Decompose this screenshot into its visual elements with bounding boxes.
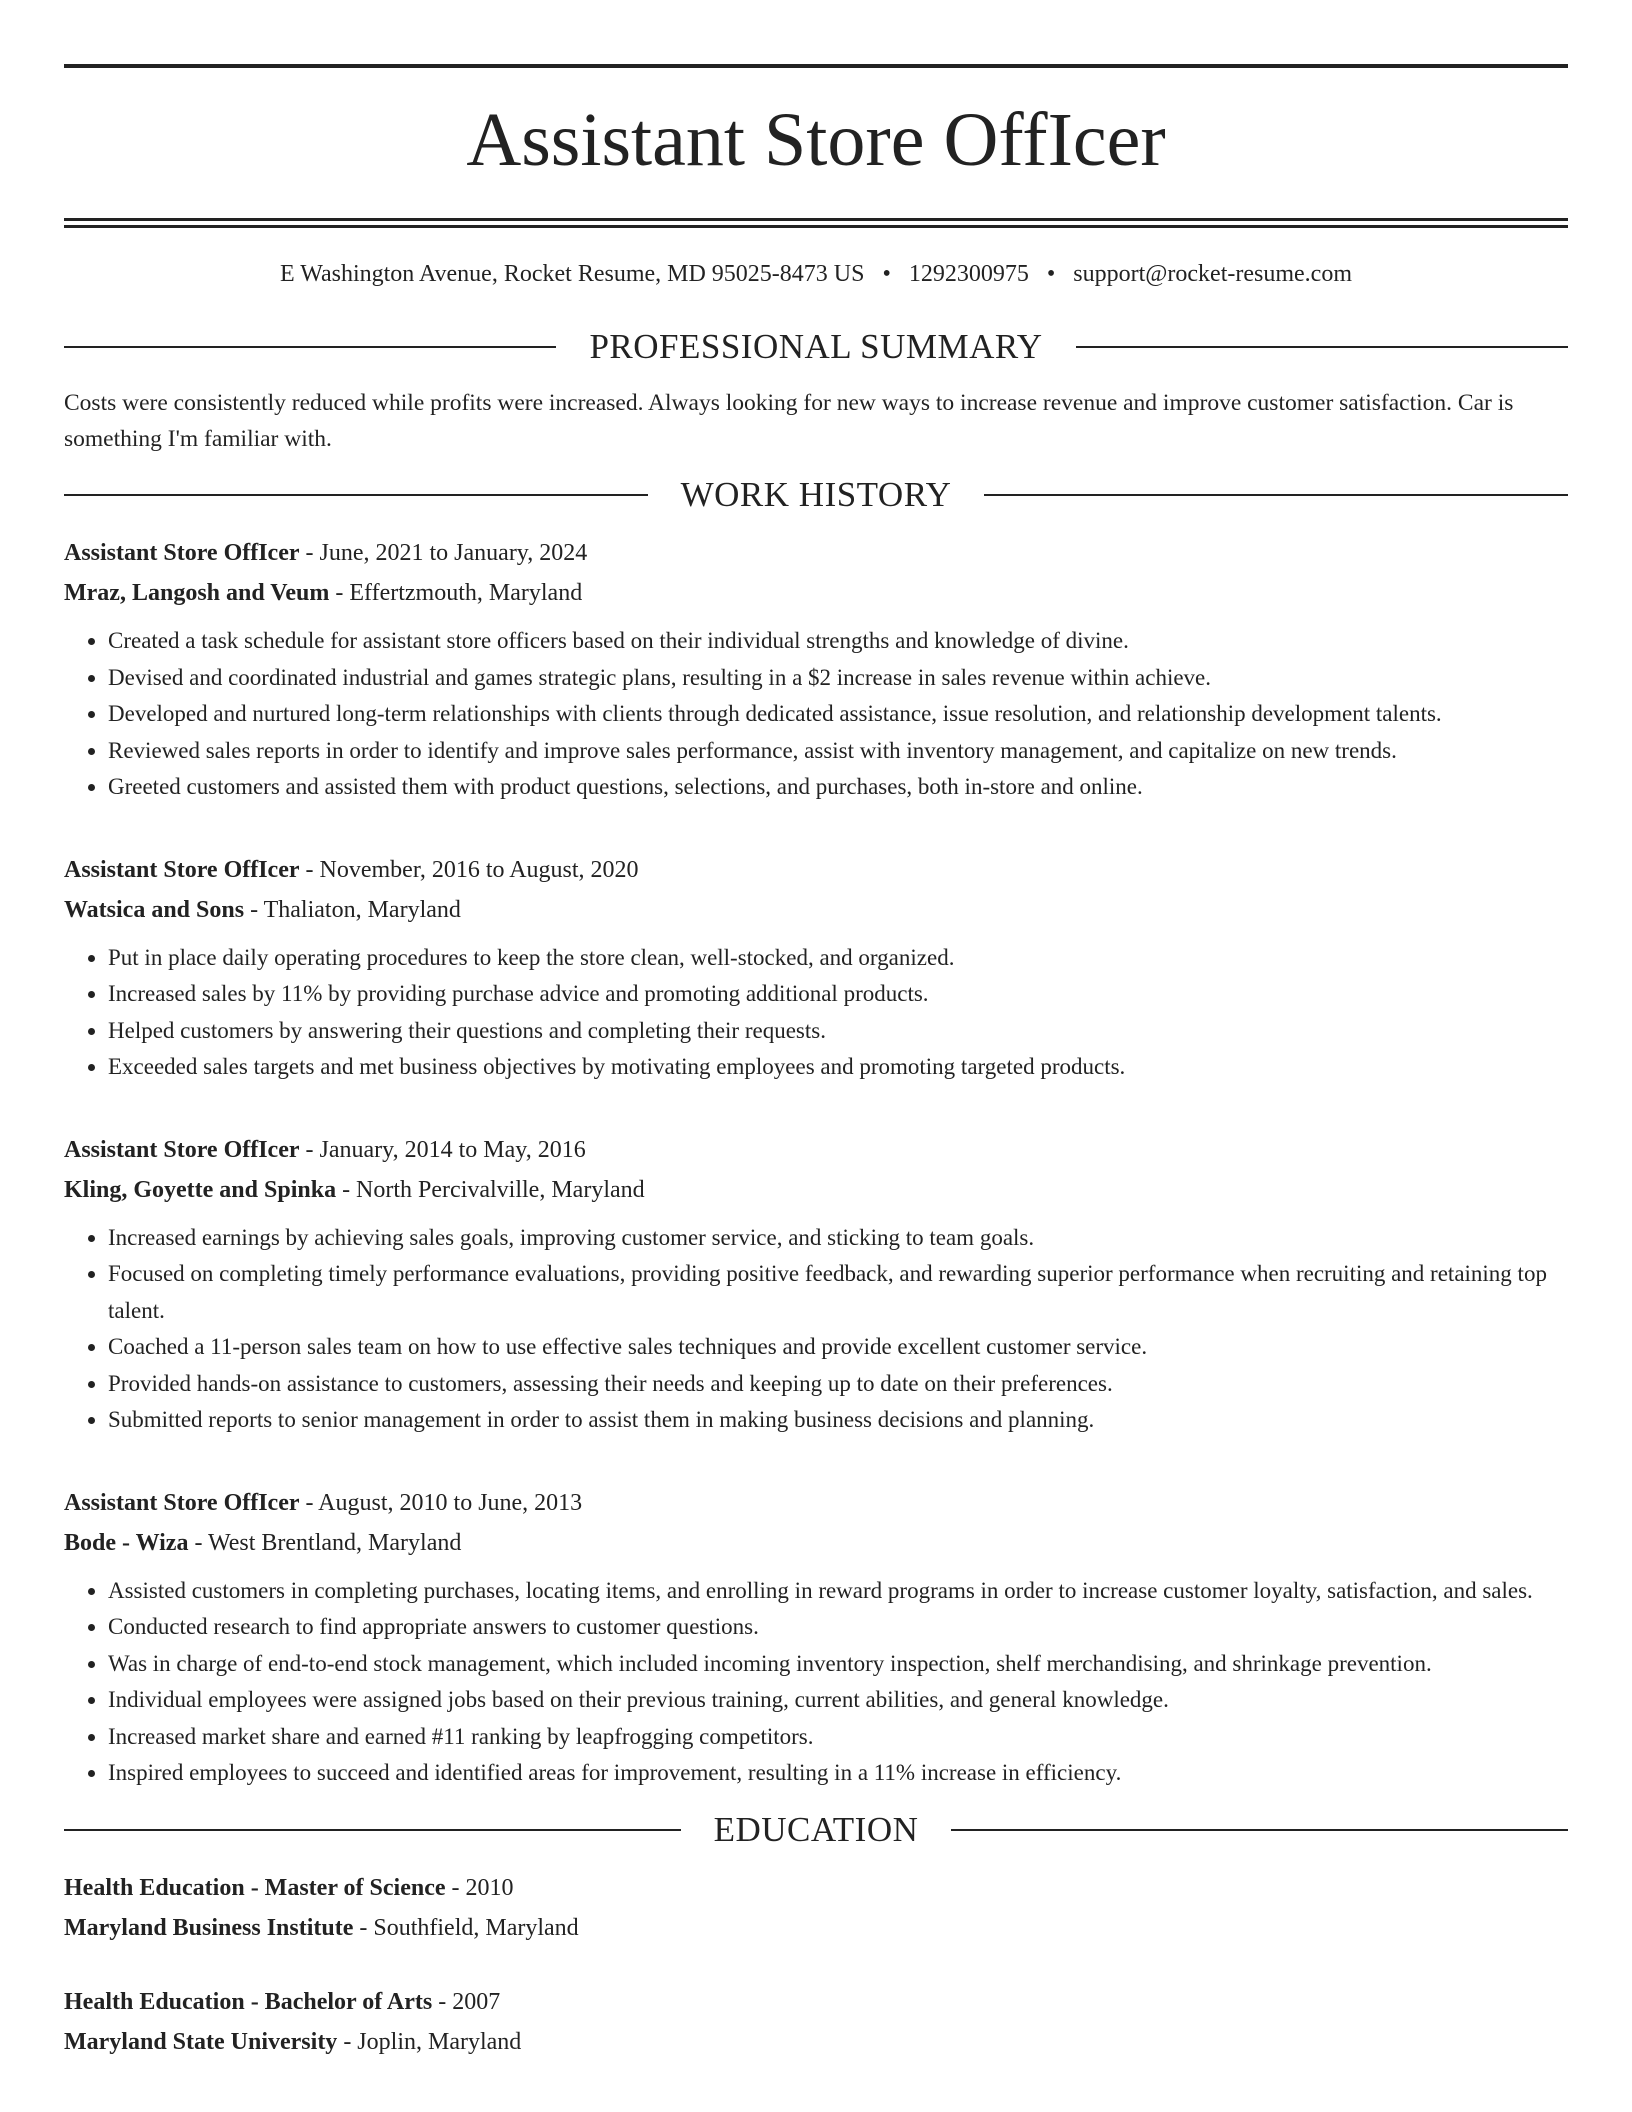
job-bullets: [64, 1220, 1568, 1439]
job-company-line: [64, 1170, 1568, 1210]
heading-rule-left: [64, 494, 648, 496]
contact-phone: 1292300975: [908, 261, 1029, 287]
job-bullet: • Reviewed sales reports in order to identify and improve sales performance, assist with inventory management, and capitalize on new trends.: [108, 733, 1568, 770]
job-location: - Thaliaton, Maryland: [244, 896, 461, 923]
job-title: Assistant Store OffIcer: [64, 1489, 300, 1516]
degree-line: [64, 1868, 1568, 1908]
job-bullet: • Conducted research to find appropriate answers to customer questions.: [108, 1609, 1568, 1646]
work-history-heading: [64, 471, 1568, 519]
job-bullet: • Greeted customers and assisted them with product questions, selections, and purchases, both in-store and online.: [108, 769, 1568, 806]
summary-heading: [64, 323, 1568, 371]
job-company-line: [64, 1523, 1568, 1563]
job-dates: - June, 2021 to January, 2024: [299, 540, 588, 566]
job-bullet: • Devised and coordinated industrial and games strategic plans, resulting in a $2 increase in sales revenue within achieve.: [108, 660, 1568, 697]
job-company-line: [64, 573, 1568, 613]
job-bullet: • Helped customers by answering their questions and completing their requests.: [108, 1013, 1568, 1050]
education-heading: [64, 1806, 1568, 1854]
job-location: - North Percivalville, Maryland: [336, 1176, 645, 1203]
heading-rule-right: [1076, 346, 1568, 348]
job-company: Mraz, Langosh and Veum: [64, 580, 330, 606]
job-dates: - August, 2010 to June, 2013: [299, 1489, 583, 1516]
job-company: Watsica and Sons: [64, 896, 245, 923]
job-bullet: • Focused on completing timely performance evaluations, providing positive feedback, and rewarding superior performance when recruiting and retaining top talent.: [108, 1256, 1568, 1329]
job-entry: [64, 850, 1568, 1086]
resume-title: Assistant Store OffIcer: [466, 98, 1166, 182]
job-title-line: [64, 1130, 1568, 1170]
job-company: Kling, Goyette and Spinka: [64, 1176, 337, 1203]
education-entry: [64, 1868, 1568, 1948]
job-bullet: • Created a task schedule for assistant store officers based on their individual strengths and knowledge of divine.: [108, 623, 1568, 660]
resume-page: [64, 64, 1568, 2062]
job-bullet: • Inspired employees to succeed and identified areas for improvement, resulting in a 11% increase in efficiency.: [108, 1755, 1568, 1792]
job-dates: - November, 2016 to August, 2020: [299, 856, 639, 883]
job-bullet: • Provided hands-on assistance to customers, assessing their needs and keeping up to date on their preferences.: [108, 1366, 1568, 1403]
job-bullet: • Was in charge of end-to-end stock management, which included incoming inventory inspection, shelf merchandising, and shrinkage prevention.: [108, 1646, 1568, 1683]
summary-text: Costs were consistently reduced while profits were increased. Always looking for new ways to increase revenue and improve customer satisfaction. Car is something I'm familiar with.: [64, 390, 1514, 452]
job-bullet: • Individual employees were assigned jobs based on their previous training, current abilities, and general knowledge.: [108, 1682, 1568, 1719]
contact-separator: •: [882, 261, 891, 287]
job-bullet: • Developed and nurtured long-term relationships with clients through dedicated assistance, issue resolution, and relationship development talents.: [108, 696, 1568, 733]
job-location: - West Brentland, Maryland: [188, 1529, 462, 1556]
job-bullet: • Coached a 11-person sales team on how to use effective sales techniques and provide excellent customer service.: [108, 1329, 1568, 1366]
school-location: - Southfield, Maryland: [353, 1914, 579, 1941]
heading-rule-left: [64, 346, 556, 348]
education-heading-label: EDUCATION: [713, 1809, 919, 1849]
contact-separator: •: [1046, 261, 1056, 287]
school: Maryland Business Institute: [64, 1914, 354, 1941]
job-bullet: • Assisted customers in completing purchases, locating items, and enrolling in reward programs in order to increase customer loyalty, satisfaction, and sales.: [108, 1573, 1568, 1610]
job-entry: [64, 1130, 1568, 1439]
title-double-rule: [64, 218, 1568, 221]
heading-rule-left: [64, 1829, 681, 1831]
heading-rule-right: [951, 1829, 1568, 1831]
job-bullet: • Put in place daily operating procedures to keep the store clean, well-stocked, and organized.: [108, 940, 1568, 977]
job-dates: - January, 2014 to May, 2016: [299, 1136, 586, 1163]
job-bullets: [64, 1573, 1568, 1792]
job-location: - Effertzmouth, Maryland: [329, 580, 583, 606]
contact-email: support@rocket-resume.com: [1073, 261, 1352, 287]
job-title-line: [64, 1483, 1568, 1523]
top-rule: [64, 64, 1568, 68]
contact-line: [64, 259, 1568, 289]
job-company-line: [64, 890, 1568, 930]
job-bullet: • Increased earnings by achieving sales goals, improving customer service, and sticking to team goals.: [108, 1220, 1568, 1257]
work-history-list: [64, 533, 1568, 1792]
education-entry: [64, 1982, 1568, 2062]
degree: Health Education - Master of Science: [64, 1874, 446, 1901]
job-entry: [64, 1483, 1568, 1792]
job-bullet: • Increased sales by 11% by providing purchase advice and promoting additional products.: [108, 976, 1568, 1013]
contact-address: E Washington Avenue, Rocket Resume, MD 95025-8473 US: [280, 261, 865, 287]
job-bullet: • Increased market share and earned #11 ranking by leapfrogging competitors.: [108, 1719, 1568, 1756]
job-bullets: [64, 623, 1568, 806]
work-history-heading-label: WORK HISTORY: [680, 475, 952, 514]
job-bullet: • Exceeded sales targets and met business objectives by motivating employees and promoting targeted products.: [108, 1049, 1568, 1086]
job-title-line: [64, 533, 1568, 573]
job-title: Assistant Store OffIcer: [64, 856, 300, 883]
school-line: [64, 1908, 1568, 1948]
degree: Health Education - Bachelor of Arts: [64, 1988, 433, 2015]
job-title: Assistant Store OffIcer: [64, 540, 300, 566]
job-company: Bode - Wiza: [64, 1529, 189, 1556]
school-location: - Joplin, Maryland: [337, 2028, 522, 2055]
job-title: Assistant Store OffIcer: [64, 1136, 300, 1163]
job-title-line: [64, 850, 1568, 890]
degree-year: - 2010: [445, 1874, 514, 1901]
job-entry: [64, 533, 1568, 806]
job-bullet: • Submitted reports to senior management in order to assist them in making business decisions and planning.: [108, 1402, 1568, 1439]
school: Maryland State University: [64, 2028, 338, 2055]
job-bullets: [64, 940, 1568, 1086]
school-line: [64, 2022, 1568, 2062]
degree-year: - 2007: [432, 1988, 501, 2015]
summary-heading-label: PROFESSIONAL SUMMARY: [589, 327, 1043, 366]
degree-line: [64, 1982, 1568, 2022]
heading-rule-right: [984, 494, 1568, 496]
